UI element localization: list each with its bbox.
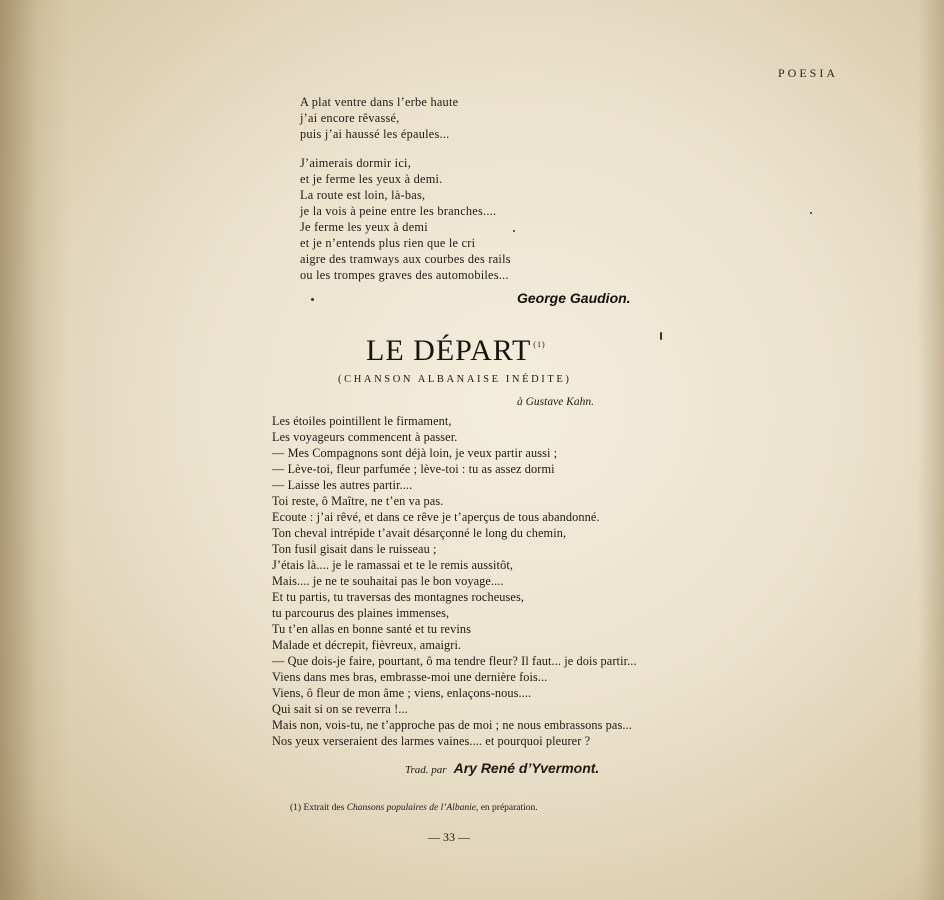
poem-line: — Lève-toi, fleur parfumée ; lève-toi : tu as assez dormi — [272, 462, 555, 476]
binding-shadow — [0, 0, 70, 900]
author-signature: George Gaudion. — [517, 290, 631, 306]
stanza — [300, 155, 511, 283]
poem-line: Ton fusil gisait dans le ruisseau ; — [272, 542, 437, 556]
ink-speck — [660, 332, 662, 340]
poem-line: Nos yeux verseraient des larmes vaines.... et pourquoi pleurer ? — [272, 734, 591, 748]
poem-line: aigre des tramways aux courbes des rails — [300, 252, 511, 266]
footnote — [290, 803, 538, 813]
poem-line: tu parcourus des plaines immenses, — [272, 606, 450, 620]
poem-line: Ton cheval intrépide t’avait désarçonné le long du chemin, — [272, 526, 567, 540]
ink-speck — [810, 212, 812, 214]
poem-line: Mais non, vois-tu, ne t’approche pas de moi ; ne nous embrassons pas... — [272, 718, 632, 732]
poem-line: J’aimerais dormir ici, — [300, 156, 412, 170]
poem-line: Viens, ô fleur de mon âme ; viens, enlaçons-nous.... — [272, 686, 532, 700]
poem-line: — Laisse les autres partir.... — [272, 478, 413, 492]
dedication: à Gustave Kahn. — [517, 396, 594, 408]
title-text: LE DÉPART — [366, 334, 532, 367]
poem-line: Je ferme les yeux à demi — [300, 220, 428, 234]
poem-fragment — [300, 94, 511, 283]
footnote-work-title: Chansons populaires de l’Albanie, — [346, 803, 479, 813]
poem-line: Malade et décrepit, fièvreux, amaigri. — [272, 638, 462, 652]
poem-line: j’ai encore rêvassé, — [300, 111, 400, 125]
poem-line: Viens dans mes bras, embrasse-moi une dernière fois... — [272, 670, 548, 684]
footnote-rest: en préparation. — [480, 803, 538, 813]
footnote-marker: (1) Extrait des — [290, 803, 345, 813]
poem-line: La route est loin, là-bas, — [300, 188, 426, 202]
poem-line: Ecoute : j’ai rêvé, et dans ce rêve je t’aperçus de tous abandonné. — [272, 510, 600, 524]
page-number: — 33 — — [428, 830, 470, 844]
poem-line: Tu t’en allas en bonne santé et tu revins — [272, 622, 471, 636]
article-title — [366, 334, 546, 368]
poem-line: je la vois à peine entre les branches.... — [300, 204, 497, 218]
poem-line: Et tu partis, tu traversas des montagnes rocheuses, — [272, 590, 524, 604]
translator-name: Ary René d’Yvermont. — [453, 760, 600, 776]
poem-line: Les voyageurs commencent à passer. — [272, 430, 458, 444]
poem-line: Toi reste, ô Maître, ne t’en va pas. — [272, 494, 444, 508]
poem-line: J’étais là.... je le ramassai et te le remis aussitôt, — [272, 558, 514, 572]
translator-credit — [405, 760, 599, 778]
poem-line: Mais.... je ne te souhaitai pas le bon voyage.... — [272, 574, 504, 588]
poem-line: A plat ventre dans l’erbe haute — [300, 95, 459, 109]
poem-line: puis j’ai haussé les épaules... — [300, 127, 450, 141]
running-header: POESIA — [778, 66, 839, 80]
stanza-gap — [300, 142, 511, 155]
poem-line: — Mes Compagnons sont déjà loin, je veux partir aussi ; — [272, 446, 558, 460]
poem-line: — Que dois-je faire, pourtant, ô ma tendre fleur? Il faut... je dois partir... — [272, 654, 637, 668]
poem-line: et je n’entends plus rien que le cri — [300, 236, 476, 250]
poem-line: ou les trompes graves des automobiles... — [300, 268, 509, 282]
poem-line: Qui sait si on se reverra !... — [272, 702, 408, 716]
translator-prefix: Trad. par — [405, 764, 447, 776]
page-edge-shadow — [918, 0, 944, 900]
article-subtitle: (CHANSON ALBANAISE INÉDITE) — [338, 374, 572, 385]
ink-speck — [513, 230, 515, 232]
stanza — [300, 94, 511, 142]
poem-body — [272, 413, 637, 749]
footnote-ref: (1) — [533, 340, 546, 349]
poem-line: et je ferme les yeux à demi. — [300, 172, 443, 186]
ink-speck — [311, 298, 314, 301]
poem-line: Les étoiles pointillent le firmament, — [272, 414, 452, 428]
